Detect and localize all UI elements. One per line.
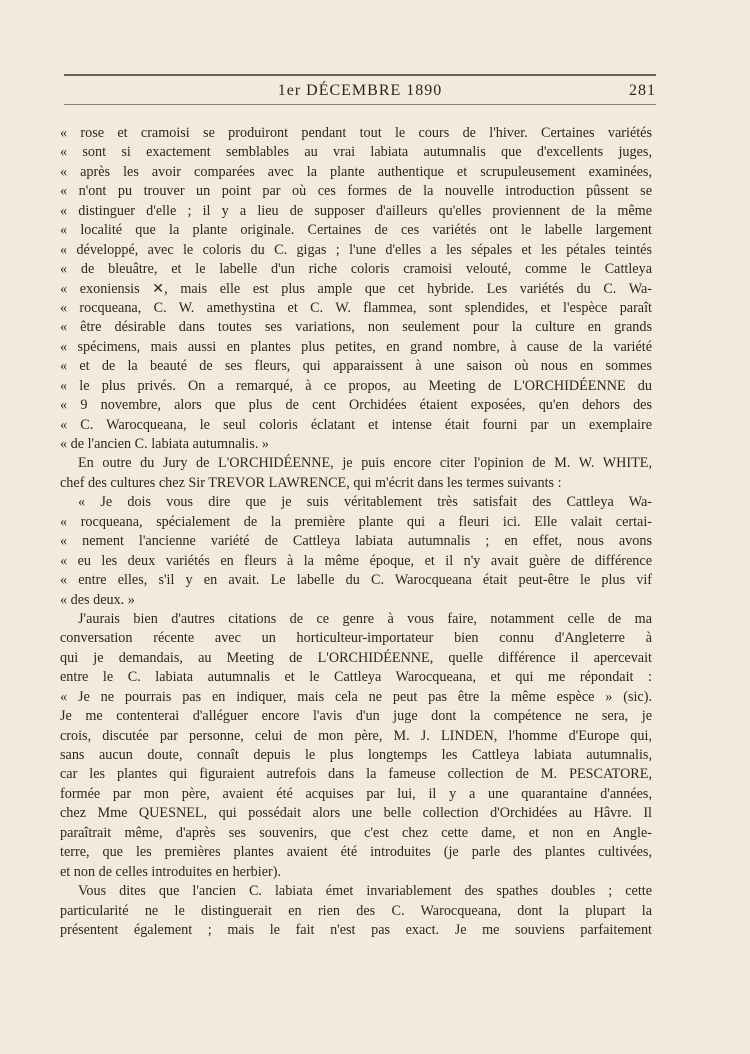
text-line: « n'ont pu trouver un point par où ces formes de la nouvelle introduction pûssent se: [60, 183, 652, 200]
text-line: « le plus privés. On a remarqué, à ce propos, au Meeting de L'ORCHIDÉENNE du: [60, 377, 652, 394]
text-line: J'aurais bien d'autres citations de ce genre à vous faire, notamment celle de ma: [78, 610, 652, 627]
header-date: 1er DÉCEMBRE 1890: [277, 82, 443, 99]
text-line: chez Mme QUESNEL, qui possédait alors une belle collection d'Orchidées au Hâvre. Il: [60, 805, 652, 822]
text-line: « localité que la plante originale. Certaines de ces variétés ont le labelle largement: [60, 222, 652, 239]
header-rule-bottom: [64, 104, 656, 105]
text-line: « entre elles, s'il y en avait. Le labelle du C. Warocqueana était peut-être le plus vif: [60, 572, 652, 589]
text-line: « rose et cramoisi se produiront pendant tout le cours de l'hiver. Certaines variétés: [60, 125, 652, 141]
text-line: conversation récente avec un horticulteur-importateur bien connu d'Angleterre à: [60, 630, 652, 647]
text-line: car les plantes qui figuraient autrefois dans la fameuse collection de M. PESCATORE,: [60, 766, 652, 783]
text-line: « sont si exactement semblables au vrai labiata autumnalis que d'excellents juges,: [60, 144, 652, 161]
text-line: chef des cultures chez Sir TREVOR LAWRENCE, qui m'écrit dans les termes suivants :: [60, 474, 562, 491]
text-line: « rocqueana, spécialement de la première plante qui a fleuri ici. Elle valait certai-: [60, 513, 652, 530]
page-number: 281: [629, 82, 656, 99]
text-line: crois, discutée par personne, celui de mon père, M. J. LINDEN, l'homme d'Europe qui,: [60, 727, 652, 744]
text-line: Je me contenterai d'alléguer encore l'avis d'un juge dont la compétence ne sera, je: [60, 708, 652, 725]
text-line: « de l'ancien C. labiata autumnalis. »: [60, 436, 270, 452]
article-body: [60, 124, 652, 940]
text-line: particularité ne le distinguerait en rien des C. Warocqueana, dont la plupart la: [60, 902, 652, 919]
text-line: « être désirable dans toutes ses variations, non seulement pour la culture en grands: [60, 319, 652, 336]
text-line: « et de la beauté de ses fleurs, qui apparaissent à une saison où nous en sommes: [60, 358, 652, 375]
text-line: En outre du Jury de L'ORCHIDÉENNE, je puis encore citer l'opinion de M. W. WHITE,: [78, 455, 652, 472]
text-line: « de bleuâtre, et le labelle d'un riche coloris cramoisi velouté, comme le Cattleya: [60, 261, 652, 278]
text-line: « distinguer d'elle ; il y a lieu de supposer d'ailleurs qu'elles proviennent de la même: [60, 202, 652, 219]
header-rule-top: [64, 74, 656, 76]
text-line: qui je demandais, au Meeting de L'ORCHIDÉENNE, quelle différence il apercevait: [60, 649, 652, 666]
text-line: « des deux. »: [60, 591, 135, 608]
text-line: Vous dites que l'ancien C. labiata émet invariablement des spathes doubles ; cette: [78, 883, 652, 900]
text-line: et non de celles introduites en herbier).: [60, 863, 282, 880]
text-line: « nement l'ancienne variété de Cattleya labiata autumnalis ; en effet, nous avons: [60, 533, 652, 550]
text-line: « exoniensis ✕, mais elle est plus ample que cet hybride. Les variétés du C. Wa-: [60, 280, 652, 297]
text-line: « eu les deux variétés en fleurs à la même époque, et il n'y avait guère de différence: [60, 552, 652, 569]
text-line: « 9 novembre, alors que plus de cent Orchidées étaient exposées, qu'en dehors des: [60, 397, 652, 414]
text-line: entre le C. labiata autumnalis et le Cattleya Warocqueana, et qui me répondait :: [60, 669, 652, 686]
text-line: « après les avoir comparées avec la plante authentique et scrupuleusement examinées,: [60, 163, 652, 180]
text-line: présentent également ; mais le fait n'est pas exact. Je me souviens parfaitement: [60, 921, 652, 938]
text-line: « Je dois vous dire que je suis véritablement très satisfait des Cattleya Wa-: [78, 494, 652, 511]
text-line: « spécimens, mais aussi en plantes plus petites, en grand nombre, à cause de la variété: [60, 338, 652, 355]
text-line: « C. Warocqueana, le seul coloris éclatant et intense était fourni par un exemplaire: [60, 416, 652, 433]
running-header: [64, 78, 656, 102]
text-line: « développé, avec le coloris du C. gigas ; l'une d'elles a les sépales et les pétales teintés: [60, 241, 652, 258]
text-line: sans aucun doute, connaît depuis le plus longtemps les Cattleya labiata autumnalis,: [60, 747, 652, 763]
text-line: « Je ne pourrais pas en indiquer, mais cela ne peut pas être la même espèce » (sic).: [60, 688, 652, 705]
text-line: paraîtrait même, d'après ses souvenirs, que c'est chez cette dame, et non en Angle-: [60, 824, 652, 841]
text-line: formée par mon père, avaient été acquises par lui, il y a une quarantaine d'années,: [60, 785, 652, 802]
text-line: terre, que les premières plantes avaient été introduites (je parle des plantes cultivées,: [60, 844, 652, 861]
text-line: « rocqueana, C. W. amethystina et C. W. flammea, sont splendides, et l'espèce paraît: [60, 299, 652, 316]
